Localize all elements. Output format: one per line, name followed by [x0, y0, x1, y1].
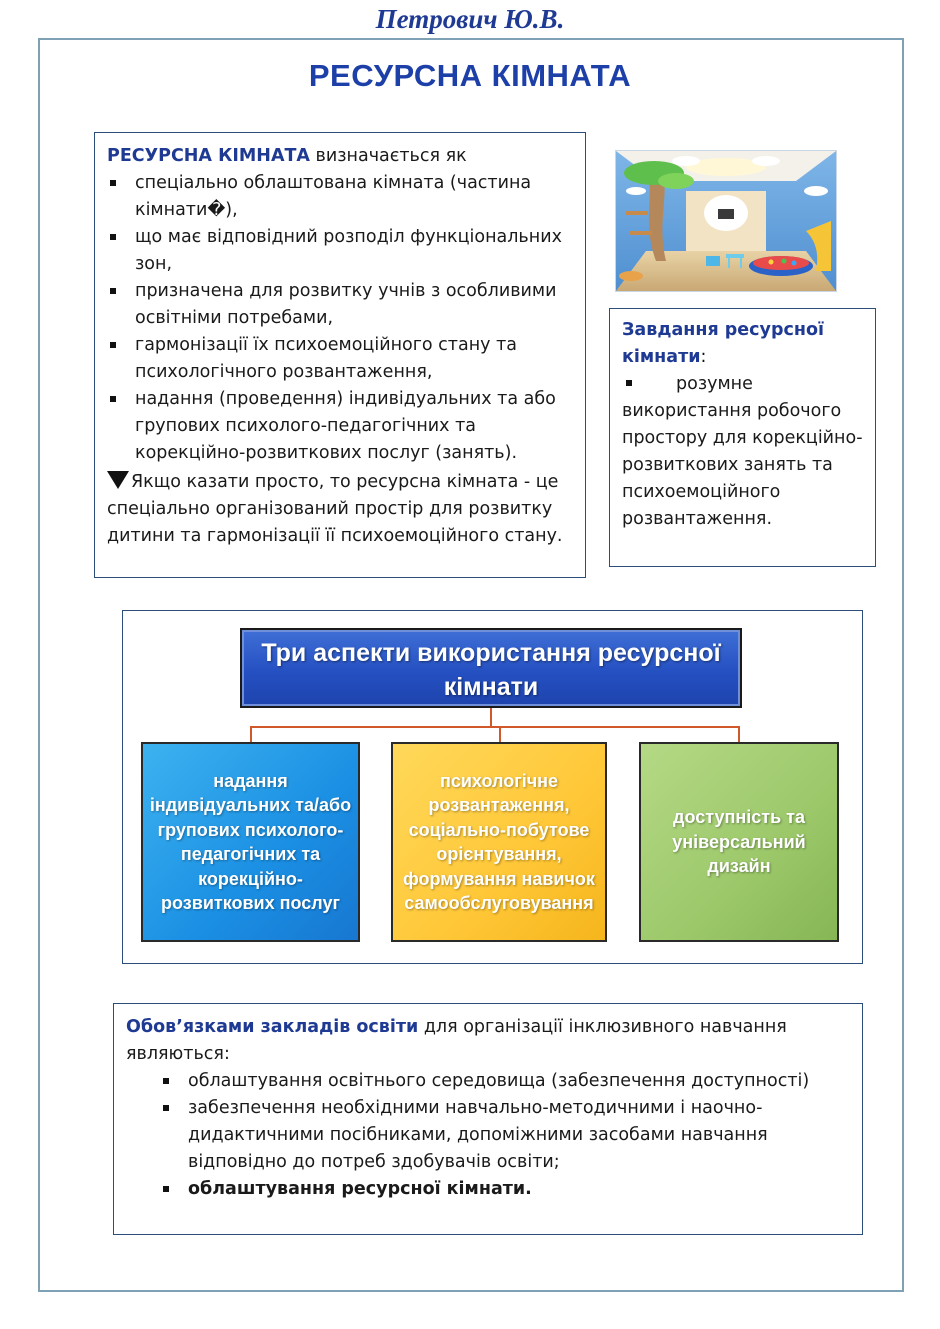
list-item: забезпечення необхідними навчально-методичними і наочно-дидактичними посібниками, допоміжними засобами навчання відповідно до потреб здобувачів освіти; [160, 1095, 850, 1176]
resource-room-illustration [616, 151, 836, 291]
list-item: що має відповідний розподіл функціональних зон, [107, 224, 573, 278]
tasks-title-text: Завдання ресурсної кімнати [622, 320, 824, 367]
list-item: гармонізації їх психоемоційного стану та психологічного розвантаження, [107, 332, 573, 386]
triangle-down-icon [107, 471, 129, 489]
tasks-item-text: розумне використання робочого простору для корекційно-розвиткових занять та психоемоційного розвантаження. [622, 374, 863, 529]
list-item: облаштування освітнього середовища (забезпечення доступності) [160, 1068, 850, 1095]
square-bullet-icon [626, 380, 632, 386]
duties-intro [126, 1014, 850, 1068]
page-title: РЕСУРСНА КІМНАТА [308, 58, 632, 93]
definition-note [107, 469, 573, 550]
aspect-node-text: психологічне розвантаження, соціально-побутове орієнтування, формування навичок самообслуговування [403, 770, 595, 913]
tasks-item [622, 371, 863, 533]
aspect-node-services [141, 742, 360, 942]
aspect-node-accessibility [639, 742, 839, 942]
aspect-node-text: надання індивідуальних та/або групових психолого-педагогічних та корекційно-розвиткових послуг [149, 770, 352, 913]
author-name: Петрович Ю.В. [375, 4, 565, 34]
tasks-title-colon: : [700, 347, 707, 367]
duties-term: Обов’язками закладів освіти [126, 1017, 419, 1037]
connector-line [250, 726, 740, 728]
list-item: спеціально облаштована кімната (частина кімнати�), [107, 170, 573, 224]
tasks-box [609, 308, 876, 567]
duties-intro-text: для організації інклюзивного навчання являються: [126, 1017, 787, 1064]
aspects-title-node: Три аспекти використання ресурсної кімнати [240, 628, 742, 708]
connector-line [490, 708, 492, 726]
aspect-node-text: доступність та універсальний дизайн [672, 807, 806, 877]
resource-room-photo [615, 150, 837, 292]
definition-note-text: Якщо казати просто, то ресурсна кімната - це спеціально організований простір для розвитку дитини та гармонізації її психоемоційного стану. [107, 472, 563, 546]
aspect-node-psychological [391, 742, 607, 942]
tasks-title [622, 317, 863, 371]
definition-box [94, 132, 586, 578]
definition-term: РЕСУРСНА КІМНАТА [107, 146, 310, 166]
definition-list [107, 170, 573, 467]
connector-line [250, 726, 252, 742]
duties-box [113, 1003, 863, 1235]
definition-intro [107, 143, 573, 170]
connector-line [499, 726, 501, 742]
list-item: облаштування ресурсної кімнати. [160, 1176, 850, 1203]
duties-list [160, 1068, 850, 1203]
list-item: надання (проведення) індивідуальних та або групових психолого-педагогічних та корекційно-розвиткових послуг (занять). [107, 386, 573, 467]
list-item: призначена для розвитку учнів з особливими освітніми потребами, [107, 278, 573, 332]
connector-line [738, 726, 740, 742]
definition-intro-text: визначається як [309, 146, 467, 166]
